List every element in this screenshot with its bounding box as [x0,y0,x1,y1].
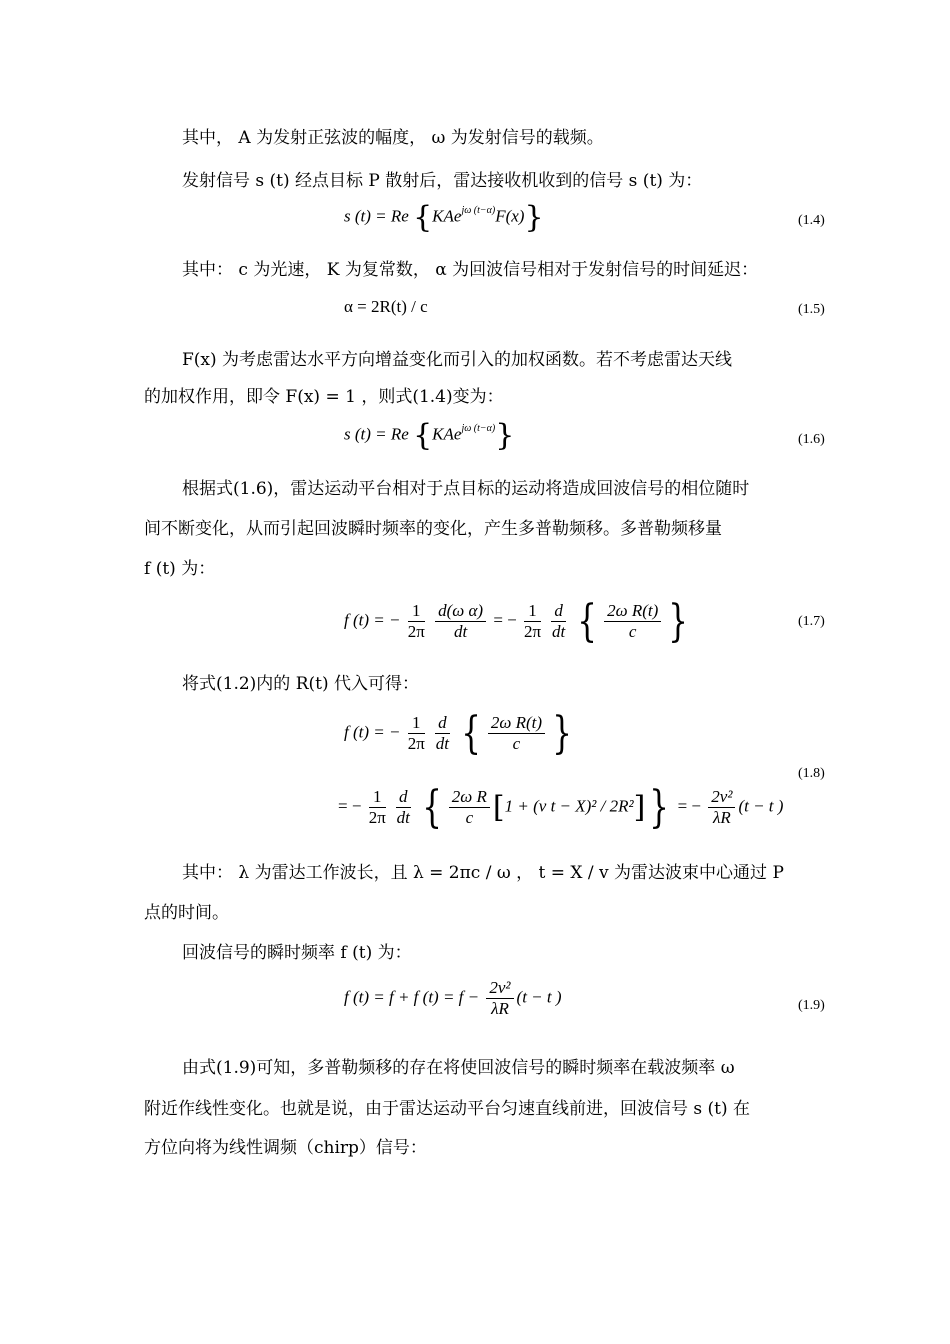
equation-1-9 [344,978,562,1019]
paragraph-4a [182,349,732,371]
paragraph-5a [182,478,749,500]
equation-1-8-line2: = − $\frac{1}{2\pi}$ $\frac{d}{dt}$ { $\frac{\text{2ω R}}{c}$ [1 + (v t − X)² / 2R²]} = − $\frac{\text{2v²}}{\lambda R}$ (t − t ) [338,782,784,833]
equation-number: (1.7) [798,614,825,629]
equation-number: (1.6) [798,432,825,447]
paragraph-text: 的加权作用，即令 F(x) = 1 ，则式(1.4)变为： [144,387,504,407]
eq-body: KAe [432,424,462,444]
equation-number: (1.4) [798,213,825,228]
fraction: $\frac{\text{2v²}}{\lambda R}$ [708,787,735,828]
paragraph-1 [182,127,604,149]
eq-tail: (t − t ) [738,796,784,816]
eq-tail: (t − t ) [516,987,562,1007]
fraction: $\frac{\text{2ω R(t)}}{c}$ [488,713,545,754]
eq-body: f (t) = f + f (t) = f − [344,987,480,1007]
paragraph-5b [144,518,722,540]
fraction: $\frac{\text{2ω R}}{c}$ [449,787,490,828]
paragraph-9a [182,1057,735,1079]
paragraph-text: 其中， A 为发射正弦波的幅度， ω 为发射信号的载频。 [182,128,604,148]
paragraph-7b [144,902,229,924]
eq-lhs: f (t) = − [344,722,401,742]
fraction: $\frac{d}{dt}$ [396,787,410,827]
paragraph-text: 发射信号 s (t) 经点目标 P 散射后，雷达接收机收到的信号 s (t) 为： [182,171,703,191]
equation-1-8-line1: f (t) = − $\frac{1}{2\pi}$ $\frac{d}{dt}$ { $\frac{\text{2ω R(t)}}{c}$ } [344,708,572,759]
equation-1-4: s (t) = Re {KAe$^{j\omega (t-\alpha)}$F(x)} [344,200,544,235]
eq-body: α = 2R(t) / c [344,297,428,316]
eq-operator: = − [338,796,362,816]
paragraph-8 [182,942,412,964]
paragraph-text: 其中： λ 为雷达工作波长，且 λ = 2πc / ω ， t = X / v 为雷达波束中心通过 P [182,863,784,883]
paragraph-text: 间不断变化，从而引起回波瞬时频率的变化，产生多普勒频移。多普勒频移量 [144,519,722,539]
fraction: $\frac{1}{2\pi}$ [524,601,542,641]
paragraph-text: F(x) 为考虑雷达水平方向增益变化而引入的加权函数。若不考虑雷达天线 [182,350,733,370]
paragraph-text: 根据式(1.6)，雷达运动平台相对于点目标的运动将造成回波信号的相位随时 [182,479,750,499]
paragraph-5c [144,558,215,580]
eq-lhs: f (t) = − [344,610,401,630]
fraction: $\frac{\text{2v²}}{\lambda R}$ [486,978,513,1019]
eq-operator: = − [677,796,702,816]
fraction: $\frac{\text{d(ω α)}}{dt}$ [435,601,486,642]
fraction: $\frac{\text{2ω R(t)}}{c}$ [604,601,661,642]
paragraph-text: 将式(1.2)内的 R(t) 代入可得： [182,674,420,694]
paragraph-9c [144,1137,427,1159]
paragraph-2 [182,170,702,192]
eq-exponent: jω (t−α) [461,423,496,435]
paragraph-text: 其中： c 为光速， K 为复常数， α 为回波信号相对于发射信号的时间延迟： [182,260,759,280]
eq-body: KAe [432,206,462,226]
eq-operator: = − [493,610,517,630]
equation-1-7: f (t) = − $\frac{1}{2\pi}$ $\frac{\text{d(ω α)}}{dt}$ = − $\frac{1}{2\pi}$ $\frac{d}{dt}$ { $\frac{\text{2ω R(t)}}{c}$ } [344,596,689,647]
paragraph-text: 回波信号的瞬时频率 f (t) 为： [182,943,412,963]
fraction: $\frac{d}{dt}$ [551,601,566,641]
paragraph-3 [182,259,758,281]
eq-exponent: jω (t−α) [461,205,496,217]
eq-lhs: s (t) = Re [344,206,409,226]
paragraph-4b [144,386,504,408]
eq-lhs: s (t) = Re [344,424,409,444]
paragraph-text: 附近作线性变化。也就是说，由于雷达运动平台匀速直线前进，回波信号 s (t) 在 [144,1099,751,1119]
equation-number: (1.5) [798,302,825,317]
equation-1-5 [344,297,428,317]
equation-1-6: s (t) = Re {KAe$^{j\omega (t-\alpha)}$} [344,418,515,453]
fraction: $\frac{d}{dt}$ [435,713,449,753]
paragraph-text: f (t) 为： [144,559,216,579]
paragraph-text: 方位向将为线性调频（chirp）信号： [144,1138,427,1158]
eq-tail: F(x) [495,206,525,226]
fraction: $\frac{1}{2\pi}$ [368,787,386,827]
paragraph-9b [144,1098,750,1120]
fraction: $\frac{1}{2\pi}$ [407,713,425,753]
eq-bracket-body: 1 + (v t − X)² / 2R² [504,796,634,816]
equation-number: (1.9) [798,998,825,1013]
paragraph-text: 点的时间。 [144,903,229,923]
equation-number: (1.8) [798,766,825,781]
fraction: $\frac{1}{2\pi}$ [407,601,425,641]
paragraph-7a [182,862,784,884]
paragraph-6 [182,673,419,695]
paragraph-text: 由式(1.9)可知，多普勒频移的存在将使回波信号的瞬时频率在载波频率 ω [182,1058,735,1078]
